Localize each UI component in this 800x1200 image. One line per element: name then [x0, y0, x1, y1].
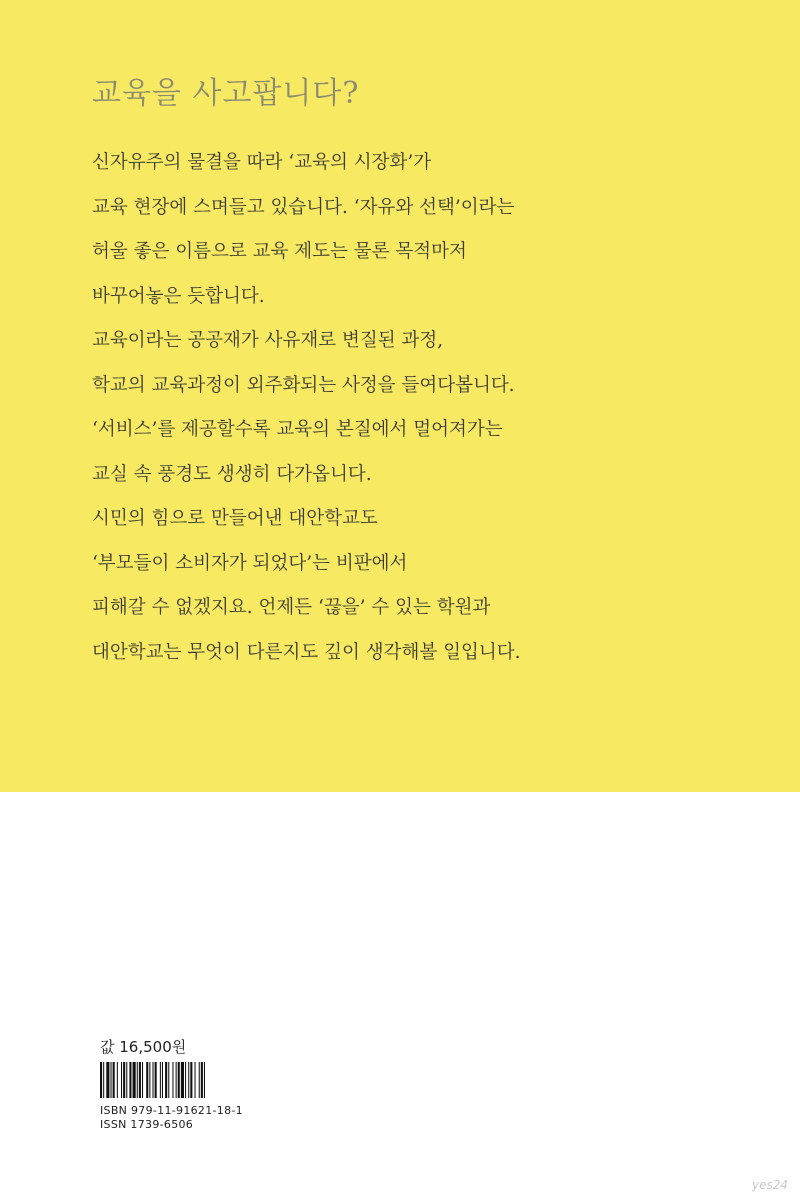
description-line: ‘부모들이 소비자가 되었다’는 비판에서	[92, 552, 408, 574]
description-line: 대안학교는 무엇이 다른지도 깊이 생각해볼 일입니다.	[92, 641, 521, 663]
description-line: 허울 좋은 이름으로 교육 제도는 물론 목적마저	[92, 241, 467, 262]
description-line: 교육이라는 공공재가 사유재로 변질된 과정,	[92, 330, 444, 351]
description-line: 교실 속 풍경도 생생히 다가옵니다.	[92, 463, 372, 485]
description-line: 시민의 힘으로 만들어낸 대안학교도	[92, 508, 378, 529]
cover-title: 교육을 사고팝니다?	[92, 76, 360, 111]
description-line: 신자유주의 물결을 따라 ‘교육의 시장화’가	[92, 152, 432, 173]
price-label: 값 16,500원	[100, 1038, 187, 1056]
isbn-number: ISBN 979-11-91621-18-1	[100, 1104, 243, 1117]
watermark-logo: yes24	[751, 1178, 788, 1192]
barcode-icon	[100, 1062, 258, 1098]
issn-number: ISSN 1739-6506	[100, 1118, 194, 1131]
description-line: 피해갈 수 없겠지요. 언제든 ‘끊을’ 수 있는 학원과	[92, 597, 491, 618]
description-line: 학교의 교육과정이 외주화되는 사정을 들여다봅니다.	[92, 374, 515, 396]
cover-description	[92, 148, 520, 682]
description-line: ‘서비스’를 제공할수록 교육의 본질에서 멀어져가는	[92, 419, 503, 440]
description-line: 바꾸어놓은 듯합니다.	[92, 285, 265, 307]
description-line: 교육 현장에 스며들고 있습니다. ‘자유와 선택’이라는	[92, 196, 515, 218]
